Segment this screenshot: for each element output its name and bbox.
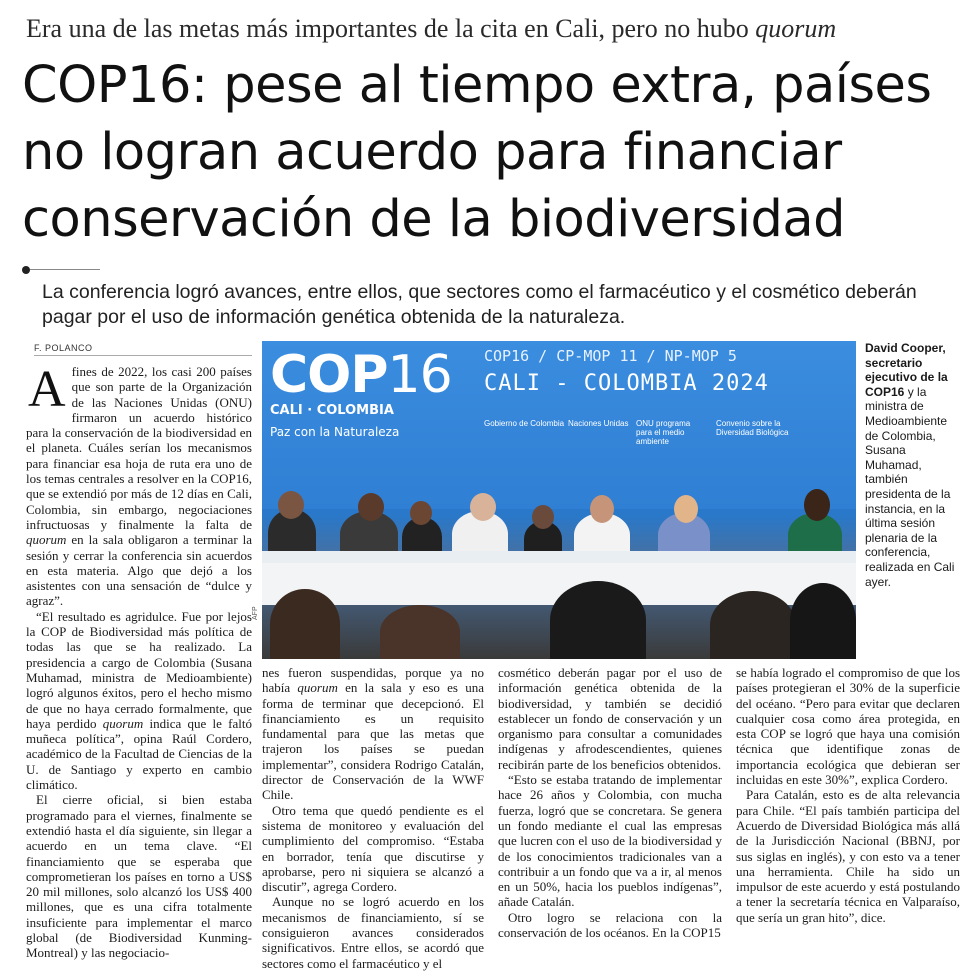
panelist-head: [674, 495, 698, 523]
banner-meetings: COP16 / CP-MOP 11 / NP-MOP 5: [484, 347, 737, 365]
paragraph: se había logrado el compromiso de que los países protegieran el 30% de la superficie del océano. “Pero para evitar que declaren cualquier cosa como área protegida, en esta COP se logró que haya una comisión técnica que identifique zonas de importancia ecológica que debieran ser incluidas en este 30%”, explica Cordero.: [736, 665, 960, 788]
banner-slogan: Paz con la Naturaleza: [270, 425, 400, 439]
column-4: [736, 665, 960, 955]
panelist-head: [278, 491, 304, 519]
logo-cdb: Convenio sobre la Diversidad Biológica: [716, 419, 789, 437]
kicker-emphasis: quorum: [755, 14, 837, 43]
caption-bold: David Cooper, secretario ejecutivo de la COP16: [865, 341, 948, 399]
photo-credit: AFP: [252, 606, 259, 620]
headline-line-3: conservación de la biodiversidad: [22, 190, 846, 249]
panel-table-top: [262, 551, 856, 563]
paragraph: El cierre oficial, si bien estaba programado para el viernes, finalmente se extendió hasta el día siguiente, sin llegar a acuerdo en un tema clave. “El financiamiento que se esperaba que comprometieran los países en torno a US$ 20 mil millones, solo alcanzó los US$ 400 millones, que es una cifra totalmente insuficiente para implementar el marco global (de Biodiversidad Kunming-Montreal) y las negociacio-: [26, 792, 252, 961]
column-2: [262, 665, 484, 971]
cop-logo-number: 16: [387, 345, 452, 405]
paragraph: [26, 609, 252, 793]
audience-head: [790, 583, 856, 659]
divider-dot: [22, 266, 30, 274]
headline-line-1: COP16: pese al tiempo extra, países: [22, 56, 932, 115]
cop16-logo: [270, 345, 452, 405]
column-1: [26, 361, 252, 961]
paragraph-text: fines de 2022, los casi 200 países que son parte de la Organización de las Naciones Unidas (ONU) firmaron un acuerdo histórico para la conservación de la biodiversidad en el planeta. Cuáles serían los mecanismos para financiar esa hoja de ruta era uno de los temas centrales a resolver en la COP16, que se extendió por más de 12 días en Cali, Colombia, sin embargo, negociaciones infructuosas y finalmente la falta de: [26, 364, 252, 532]
byline: F. POLANCO: [34, 343, 93, 353]
paragraph-emphasis: quorum: [26, 532, 67, 548]
banner-city-year: CALI - COLOMBIA 2024: [484, 371, 769, 396]
panelist-head: [532, 505, 554, 529]
panelist-head: [804, 489, 830, 521]
logo-gobierno: Gobierno de Colombia: [484, 419, 565, 428]
audience-head: [380, 605, 460, 659]
headline: [22, 52, 962, 253]
paragraph: [26, 361, 252, 609]
audience-head: [710, 591, 796, 659]
caption-text: y la ministra de Medioambiente de Colombia, Susana Muhamad, también presidenta de la instancia, en la última sesión plenaria de la conferencia, realizada en Cali ayer.: [865, 384, 955, 589]
paragraph-emphasis: quorum: [102, 715, 144, 731]
divider-line: [30, 269, 100, 270]
paragraph: [262, 665, 484, 803]
logo-onu-ambiente: ONU programa para el medio ambiente: [636, 419, 691, 446]
sponsor-logos: [484, 419, 814, 446]
paragraph: Para Catalán, esto es de alta relevancia para Chile. “El país también participa del Acuerdo de Diversidad Biológica más allá de la Jurisdicción Nacional (BBNJ, por sus siglas en inglés), y con esto va a tener una herramienta. Chile ha sido un impulsor de este acuerdo y está postulando a tener la secretaría técnica en Valparaíso, que sería un gran hito”, dice.: [736, 787, 960, 925]
conference-photo: [262, 341, 856, 659]
paragraph-text: nes fueron suspendidas, porque ya no había: [262, 665, 484, 696]
paragraph-text: en la sala obligaron a terminar la sesión y cerrar la conferencia sin acuerdos en esta materia. Algo que dejó a los asistentes con una sensación de “dulce y agraz”.: [26, 532, 252, 609]
paragraph: Otro logro se relaciona con la conservación de los océanos. En la COP15: [498, 909, 722, 941]
paragraph: “Esto se estaba tratando de implementar hace 26 años y Colombia, con mucha fuerza, logró que se concretara. Se genera un fondo mediante el cual las empresas que lucren con el uso de la biodiversidad y de los conocimientos tradicionales van a contribuir a un fondo que va a ir, al menos en un 50%, hacia los pueblos indígenas”, añade Catalán.: [498, 772, 722, 910]
column-3: [498, 665, 722, 955]
kicker: [26, 14, 956, 44]
panelist-head: [470, 493, 496, 521]
dropcap: A: [28, 361, 66, 418]
panelist-head: [358, 493, 384, 521]
headline-line-2: no logran acuerdo para financiar: [22, 123, 842, 182]
paragraph-text: “El resultado es agridulce. Fue por lejos la COP de Biodiversidad más política de todas las que se ha realizado. La presidencia a cargo de Colombia (Susana Muhamad, ministra de Medioambiente) logró algunos éxitos, pero el hecho mismo de que no haya cerrado formalmente, que haya perdido: [26, 608, 252, 731]
paragraph: cosmético deberán pagar por el uso de información genética obtenida de la biodiversidad, y también se decidió establecer un fondo de conservación y un organismo para consultar a comunidades indígenas y afrodescendientes, quienes recibirán parte de los beneficios obtenidos.: [498, 665, 722, 772]
kicker-text: Era una de las metas más importantes de la cita en Cali, pero no hubo: [26, 14, 756, 43]
paragraph-emphasis: quorum: [297, 680, 338, 696]
banner-location: CALI · COLOMBIA: [270, 403, 394, 418]
paragraph: Otro tema que quedó pendiente es el sistema de monitoreo y evaluación del cumplimiento del compromiso. “Estaba en borrador, tenía que discutirse y aprobarse, pero ni siquiera se alcanzó a discutir”, agrega Cordero.: [262, 802, 484, 895]
deck: La conferencia logró avances, entre ellos, que sectores como el farmacéutico y el cosmético deberán pagar por el uso de información genética obtenida de la naturaleza.: [42, 281, 917, 328]
paragraph-text: en la sala y eso es una forma de terminar que decepcionó. El financiamiento es un requisito fundamental para que las metas que trajeron los países se puedan implementar”, considera Rodrigo Catalán, director de Conservación de la WWF Chile.: [262, 680, 484, 803]
audience-head: [270, 589, 340, 659]
panelist-head: [590, 495, 614, 523]
byline-rule: [34, 355, 252, 356]
photo-caption: [865, 341, 961, 589]
audience-head: [550, 581, 646, 659]
panelist-head: [410, 501, 432, 525]
logo-naciones-unidas: Naciones Unidas: [568, 419, 629, 428]
paragraph-text: indica que le faltó muñeca política”, opina Raúl Cordero, académico de la Facultad de Ciencias de la U. de Santiago y experto en cambio climático.: [26, 715, 252, 793]
paragraph: Aunque no se logró acuerdo en los mecanismos de financiamiento, sí se consiguieron avances considerados significativos. Entre ellos, se acordó que sectores como el farmacéutico y el: [262, 894, 484, 971]
cop-logo-text: COP: [270, 345, 388, 405]
